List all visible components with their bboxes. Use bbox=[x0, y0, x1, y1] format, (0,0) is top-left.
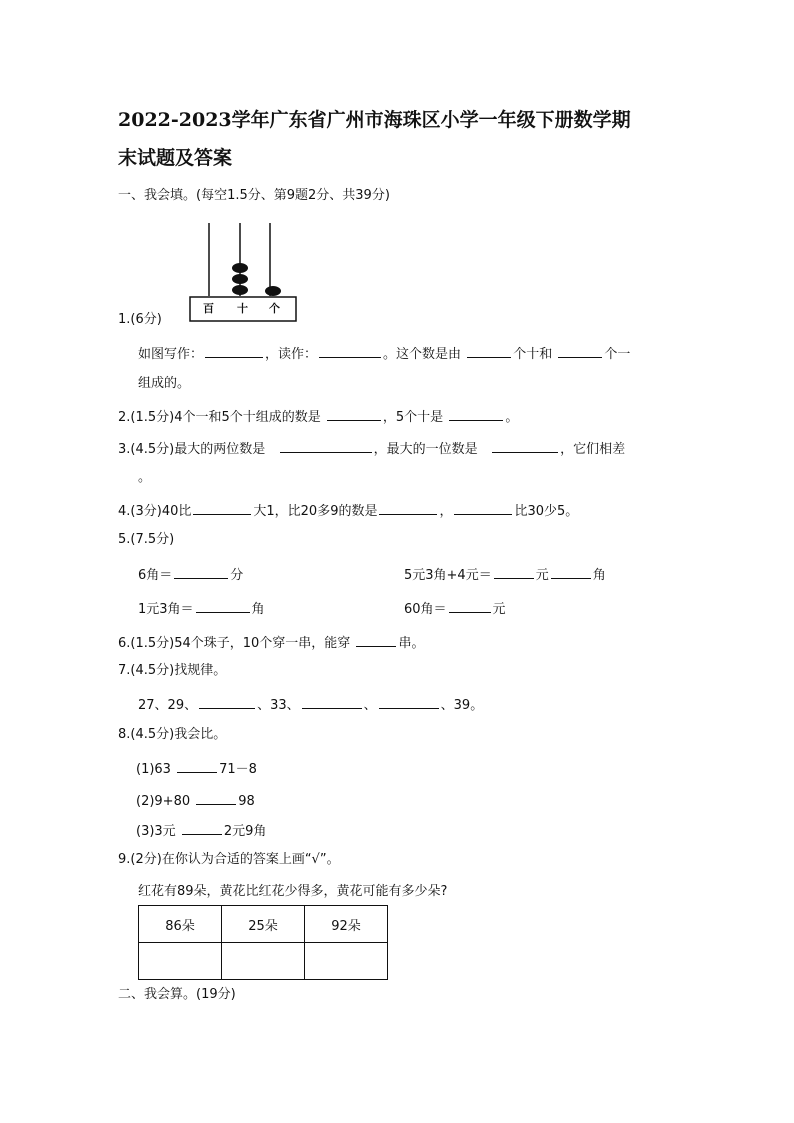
q8-row bbox=[136, 790, 255, 811]
q9-answer-table bbox=[138, 905, 388, 980]
abacus-label: 个 bbox=[269, 302, 280, 315]
blank[interactable] bbox=[182, 820, 222, 835]
text: 5元3角+4元＝ bbox=[404, 568, 492, 583]
q4 bbox=[118, 500, 578, 521]
text: 元 bbox=[535, 568, 549, 583]
blank[interactable] bbox=[551, 564, 591, 579]
q1-text bbox=[138, 343, 630, 364]
blank[interactable] bbox=[558, 343, 602, 358]
q8-label: 8.(4.5分)我会比。 bbox=[118, 727, 227, 742]
text: 6.(1.5分)54个珠子，10个穿一串，能穿 bbox=[118, 636, 351, 651]
q2 bbox=[118, 406, 518, 427]
text: 分 bbox=[230, 568, 244, 583]
blank[interactable] bbox=[454, 500, 512, 515]
text: 角 bbox=[592, 568, 606, 583]
q7-label: 7.(4.5分)找规律。 bbox=[118, 663, 227, 678]
text: 60角＝ bbox=[404, 602, 447, 617]
q6 bbox=[118, 632, 424, 653]
section-heading: 二、我会算。(19分) bbox=[118, 987, 236, 1002]
abacus-label: 十 bbox=[237, 302, 248, 315]
blank[interactable] bbox=[327, 406, 381, 421]
blank[interactable] bbox=[449, 406, 503, 421]
text: 比30少5。 bbox=[514, 504, 579, 519]
blank[interactable] bbox=[174, 564, 228, 579]
blank[interactable] bbox=[280, 438, 372, 453]
blank[interactable] bbox=[492, 438, 558, 453]
q5-a bbox=[138, 564, 243, 585]
text: 27、29、 bbox=[138, 698, 198, 713]
text: ，5个十是 bbox=[382, 410, 444, 425]
blank[interactable] bbox=[467, 343, 511, 358]
q1-label: 1.(6分) bbox=[118, 312, 162, 327]
text: 。这个数是由 bbox=[383, 347, 462, 362]
text: 3.(4.5分)最大的两位数是 bbox=[118, 442, 266, 457]
text: 98 bbox=[238, 794, 255, 809]
answer-cell[interactable] bbox=[222, 943, 305, 980]
blank[interactable] bbox=[319, 343, 381, 358]
text: 。 bbox=[505, 410, 519, 425]
blank[interactable] bbox=[494, 564, 534, 579]
text: 4.(3分)40比 bbox=[118, 504, 192, 519]
q9-text: 红花有89朵，黄花比红花少得多，黄花可能有多少朵? bbox=[138, 884, 448, 899]
q8-row bbox=[136, 820, 266, 841]
text: ，最大的一位数是 bbox=[373, 442, 478, 457]
blank[interactable] bbox=[379, 694, 439, 709]
text: 元 bbox=[492, 602, 506, 617]
blank[interactable] bbox=[205, 343, 263, 358]
text: 角 bbox=[251, 602, 265, 617]
text: 个一 bbox=[604, 347, 631, 362]
text: (3)3元 bbox=[136, 824, 176, 839]
title-cont: 末试题及答案 bbox=[118, 147, 233, 169]
q3-cont: 。 bbox=[138, 470, 152, 485]
blank[interactable] bbox=[193, 500, 251, 515]
answer-cell[interactable] bbox=[305, 943, 388, 980]
q1-text-cont: 组成的。 bbox=[138, 376, 191, 391]
text: 、39。 bbox=[440, 698, 484, 713]
text: ， bbox=[439, 504, 453, 519]
blank[interactable] bbox=[379, 500, 437, 515]
option-cell: 86朵 bbox=[139, 906, 222, 943]
q5-label: 5.(7.5分) bbox=[118, 532, 175, 547]
text: (2)9+80 bbox=[136, 794, 191, 809]
blank[interactable] bbox=[356, 632, 396, 647]
title: 2022-2023学年广东省广州市海珠区小学一年级下册数学期 bbox=[118, 109, 631, 131]
text: 6角＝ bbox=[138, 568, 173, 583]
text: 、33、 bbox=[257, 698, 300, 713]
text: 大1，比20多9的数是 bbox=[253, 504, 378, 519]
text: 1元3角＝ bbox=[138, 602, 194, 617]
text: ，读作： bbox=[265, 347, 318, 362]
text: 、 bbox=[363, 698, 377, 713]
blank[interactable] bbox=[177, 758, 217, 773]
option-cell: 92朵 bbox=[305, 906, 388, 943]
text: ，它们相差 bbox=[560, 442, 626, 457]
q7-seq bbox=[138, 694, 483, 715]
text: (1)63 bbox=[136, 762, 171, 777]
q3 bbox=[118, 438, 625, 459]
option-cell: 25朵 bbox=[222, 906, 305, 943]
text: 2元9角 bbox=[223, 824, 267, 839]
text: 71－8 bbox=[219, 762, 257, 777]
q5-b bbox=[404, 564, 606, 585]
text: 2.(1.5分)4个一和5个十组成的数是 bbox=[118, 410, 321, 425]
abacus-label: 百 bbox=[203, 302, 214, 315]
q5-d bbox=[404, 598, 506, 619]
blank[interactable] bbox=[449, 598, 491, 613]
text: 个十和 bbox=[513, 347, 553, 362]
q5-c bbox=[138, 598, 265, 619]
blank[interactable] bbox=[199, 694, 255, 709]
blank[interactable] bbox=[302, 694, 362, 709]
blank[interactable] bbox=[196, 598, 250, 613]
answer-cell[interactable] bbox=[139, 943, 222, 980]
q9-label: 9.(2分)在你认为合适的答案上画“√”。 bbox=[118, 852, 340, 867]
section-heading: 一、我会填。(每空1.5分、第9题2分、共39分) bbox=[118, 188, 390, 203]
q8-row bbox=[136, 758, 257, 779]
blank[interactable] bbox=[196, 790, 236, 805]
text: 如图写作： bbox=[138, 347, 204, 362]
text: 串。 bbox=[398, 636, 425, 651]
